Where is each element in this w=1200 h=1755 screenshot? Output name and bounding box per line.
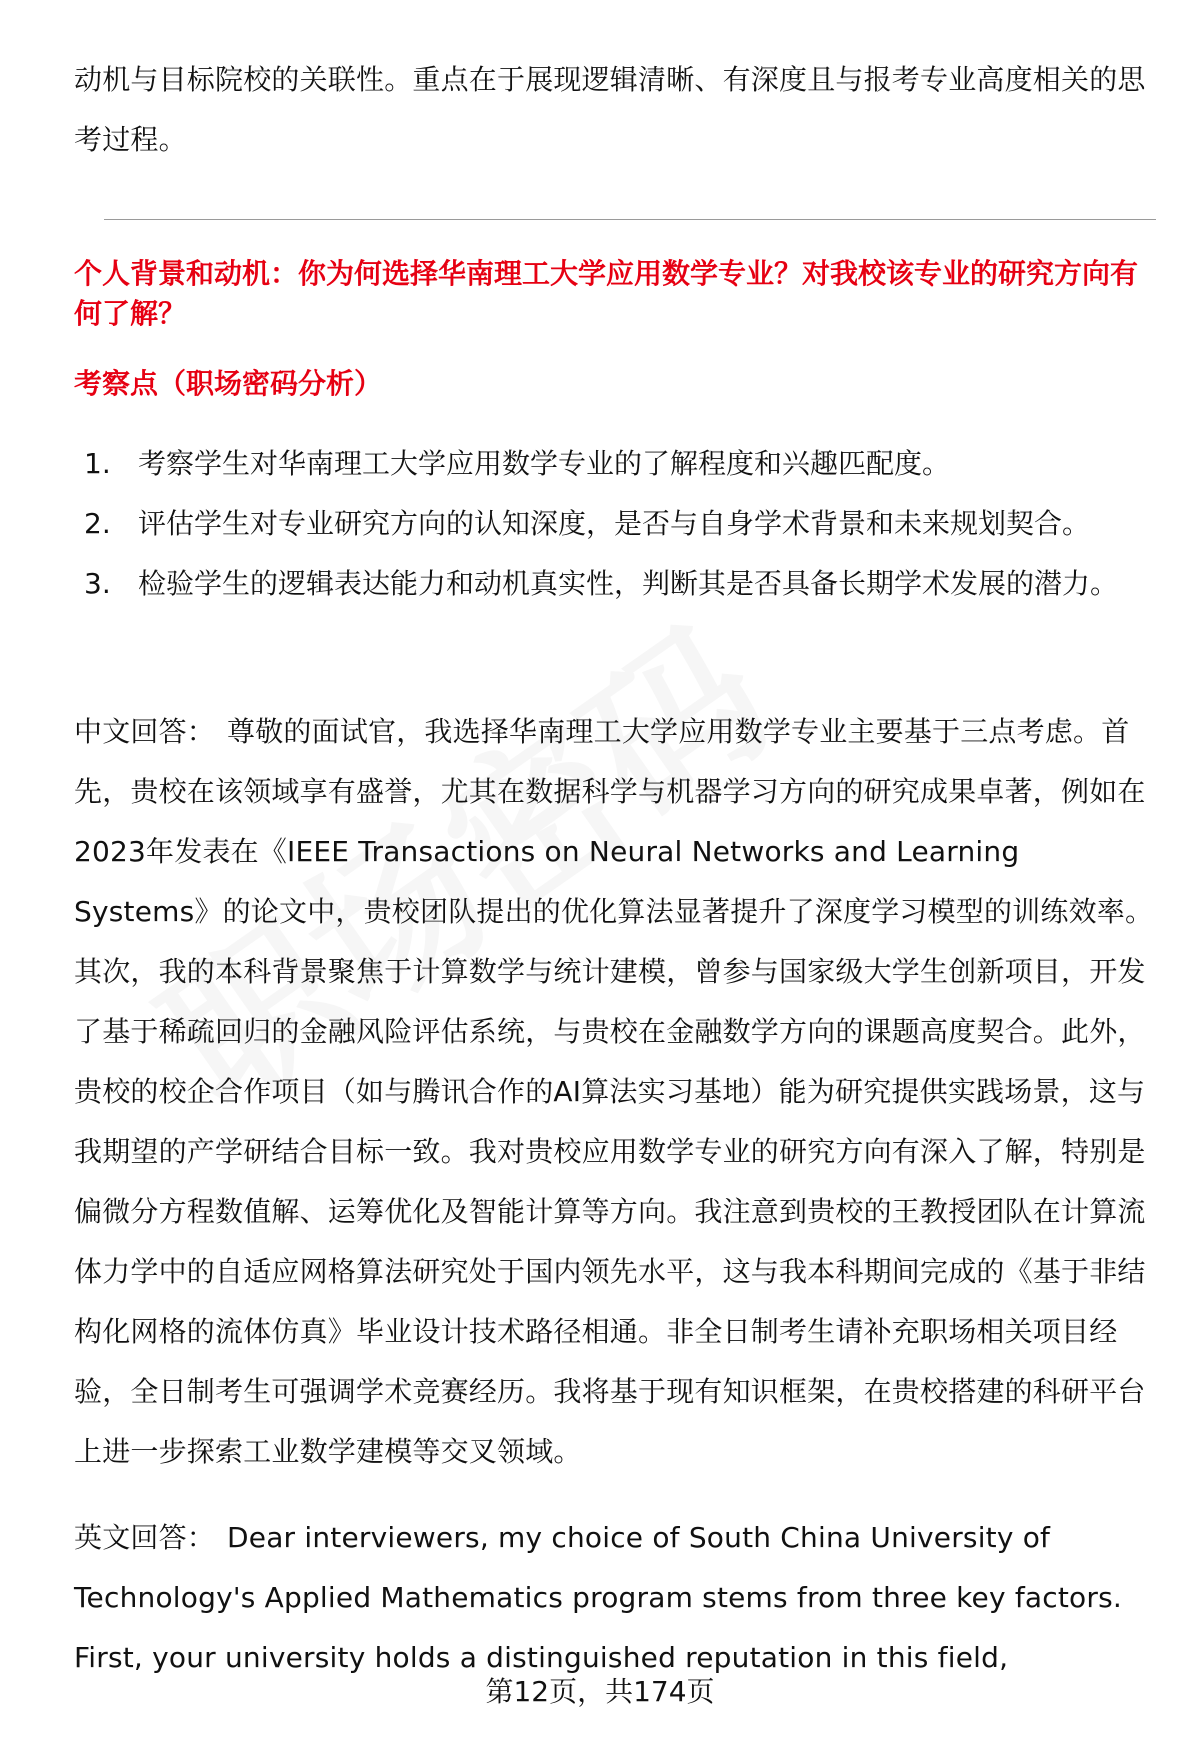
- assessment-points-heading: 考察点（职场密码分析）: [74, 367, 383, 400]
- list-item-number: 1.: [84, 447, 111, 480]
- list-item-number: 3.: [84, 567, 111, 600]
- page-number-footer: 第12页，共174页: [485, 1675, 715, 1708]
- chinese-answer-text: 尊敬的面试官，我选择华南理工大学应用数学专业主要基于三点考虑。首先，贵校在该领域享有盛誉，尤其在数据科学与机器学习方向的研究成果卓著，例如在2023年发表在《IEEE Transactions on Neural Networks and Learning Systems》的论文中，贵校团队提出的优化算法显著提升了深度学习模型的训练效率。其次，我的本科背景聚焦于计算数学与统计建模，曾参与国家级大学生创新项目，开发了基于稀疏回归的金融风险评估系统，与贵校在金融数学方向的课题高度契合。此外，贵校的校企合作项目（如与腾讯合作的AI算法实习基地）能为研究提供实践场景，这与我期望的产学研结合目标一致。我对贵校应用数学专业的研究方向有深入了解，特别是偏微分方程数值解、运筹优化及智能计算等方向。我注意到贵校的王教授团队在计算流体力学中的自适应网格算法研究处于国内领先水平，这与我本科期间完成的《基于非结构化网格的流体仿真》毕业设计技术路径相通。非全日制考生请补充职场相关项目经验，全日制考生可强调学术竞赛经历。我将基于现有知识框架，在贵校搭建的科研平台上进一步探索工业数学建模等交叉领域。: [74, 715, 1154, 1468]
- list-item: [74, 494, 1154, 554]
- english-answer-text: Dear interviewers, my choice of South China University of Technology's Applied Mathematics program stems from three key factors. First, your university holds a distinguished reputation in this field,: [74, 1521, 1122, 1674]
- question-heading: 个人背景和动机：你为何选择华南理工大学应用数学专业？对我校该专业的研究方向有何了解？: [74, 257, 1139, 330]
- english-answer-paragraph: [74, 1508, 1154, 1688]
- intro-paragraph: 动机与目标院校的关联性。重点在于展现逻辑清晰、有深度且与报考专业高度相关的思考过程。: [74, 63, 1146, 156]
- list-item-number: 2.: [84, 507, 111, 540]
- list-item-text: 评估学生对专业研究方向的认知深度，是否与自身学术背景和未来规划契合。: [138, 507, 1091, 540]
- list-item: [74, 434, 1154, 494]
- list-item: [74, 554, 1154, 614]
- assessment-points-list: [74, 434, 1154, 614]
- chinese-answer-paragraph: [74, 702, 1154, 1482]
- section-divider: [104, 219, 1156, 220]
- english-answer-label: 英文回答：: [74, 1521, 216, 1554]
- list-item-text: 检验学生的逻辑表达能力和动机真实性，判断其是否具备长期学术发展的潜力。: [138, 567, 1119, 600]
- chinese-answer-label: 中文回答：: [74, 715, 216, 748]
- list-item-text: 考察学生对华南理工大学应用数学专业的了解程度和兴趣匹配度。: [138, 447, 951, 480]
